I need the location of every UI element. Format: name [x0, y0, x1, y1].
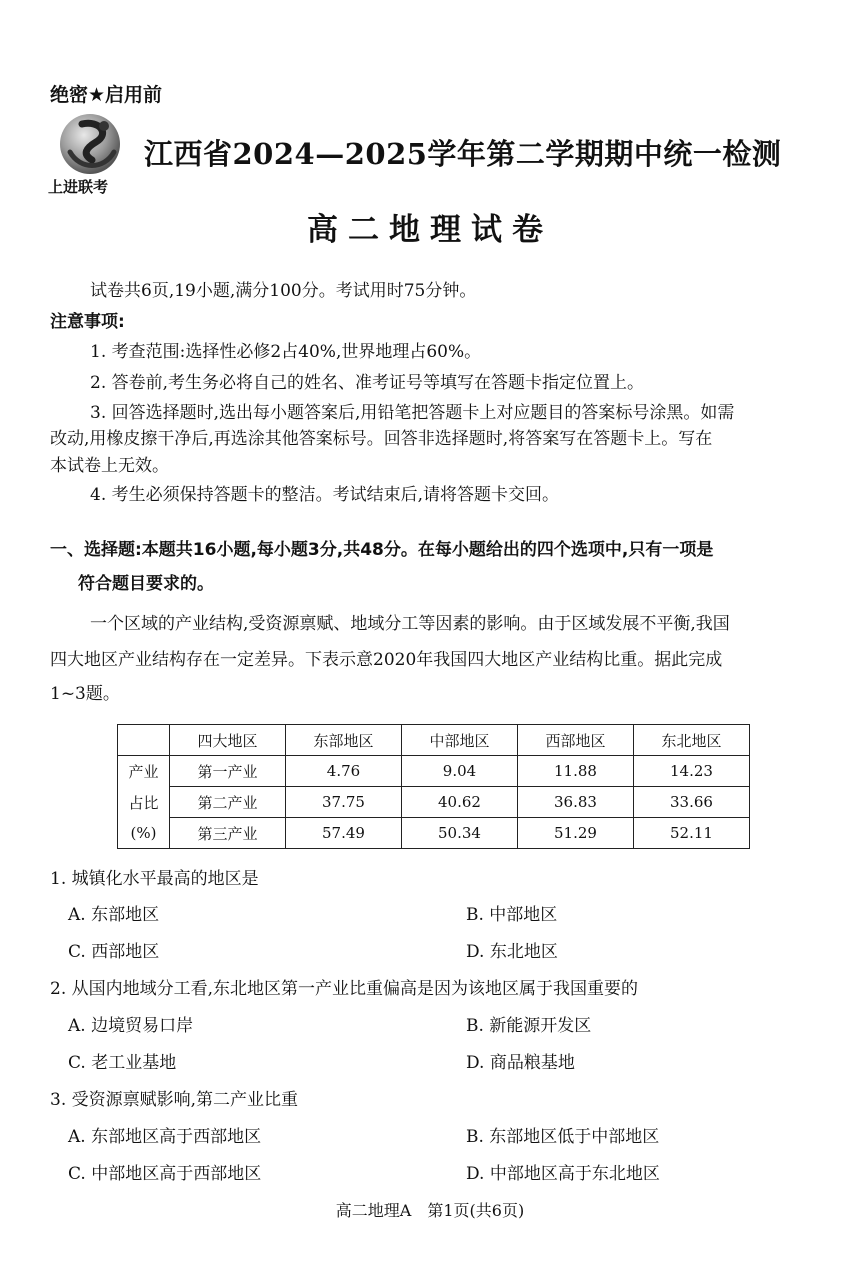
table-cell: 50.34 [402, 818, 518, 849]
table-region-header: 东北地区 [634, 725, 750, 756]
table-row [118, 818, 750, 849]
table-cell: 37.75 [286, 787, 402, 818]
table-corner-cell [118, 725, 170, 756]
question-stem-line: 1~3题。 [50, 684, 120, 704]
row-label: 第二产业 [170, 787, 286, 818]
table-cell: 36.83 [518, 787, 634, 818]
table-cell: 40.62 [402, 787, 518, 818]
question-3-option-d: D. 中部地区高于东北地区 [466, 1164, 660, 1184]
publisher-logo-text: 上进联考 [48, 178, 109, 196]
table-cell: 4.76 [286, 756, 402, 787]
table-cell: 57.49 [286, 818, 402, 849]
table-row [118, 756, 750, 787]
question-1-option-a: A. 东部地区 [68, 905, 160, 925]
table-cell: 9.04 [402, 756, 518, 787]
question-3-option-c: C. 中部地区高于西部地区 [68, 1164, 262, 1184]
question-2-stem: 2. 从国内地域分工看,东北地区第一产业比重偏高是因为该地区属于我国重要的 [50, 979, 639, 999]
section-heading-cont: 符合题目要求的。 [78, 574, 214, 594]
table-col-header: 四大地区 [170, 725, 286, 756]
row-label: 第一产业 [170, 756, 286, 787]
table-header-row [118, 725, 750, 756]
table-cell: 52.11 [634, 818, 750, 849]
table-cell: 11.88 [518, 756, 634, 787]
row-label: 第三产业 [170, 818, 286, 849]
note-item-1: 1. 考查范围:选择性必修2占40%,世界地理占60%。 [90, 342, 482, 362]
row-group-label: 占比 [118, 787, 170, 818]
question-2-option-b: B. 新能源开发区 [466, 1016, 592, 1036]
question-2-option-a: A. 边境贸易口岸 [68, 1016, 194, 1036]
note-item-3-cont2: 本试卷上无效。 [50, 456, 169, 476]
confidential-label: 绝密★启用前 [50, 84, 163, 106]
question-1-option-b: B. 中部地区 [466, 905, 558, 925]
exam-title: 江西省2024—2025学年第二学期期中统一检测 [144, 137, 782, 171]
industry-structure-table [117, 724, 750, 849]
note-item-4: 4. 考生必须保持答题卡的整洁。考试结束后,请将答题卡交回。 [90, 485, 560, 505]
table-row [118, 787, 750, 818]
section-heading: 一、选择题:本题共16小题,每小题3分,共48分。在每小题给出的四个选项中,只有一项是 [50, 540, 714, 560]
note-item-2: 2. 答卷前,考生务必将自己的姓名、准考证号等填写在答题卡指定位置上。 [90, 373, 645, 393]
table-cell: 33.66 [634, 787, 750, 818]
question-3-stem: 3. 受资源禀赋影响,第二产业比重 [50, 1090, 299, 1110]
question-3-option-b: B. 东部地区低于中部地区 [466, 1127, 660, 1147]
row-group-label: 产业 [118, 756, 170, 787]
subject-title: 高二地理试卷 [307, 212, 553, 248]
notes-heading: 注意事项: [50, 312, 125, 332]
question-2-option-d: D. 商品粮基地 [466, 1053, 575, 1073]
question-1-stem: 1. 城镇化水平最高的地区是 [50, 869, 259, 889]
table-region-header: 中部地区 [402, 725, 518, 756]
question-1-option-d: D. 东北地区 [466, 942, 558, 962]
table-region-header: 东部地区 [286, 725, 402, 756]
question-stem-line: 四大地区产业结构存在一定差异。下表示意2020年我国四大地区产业结构比重。据此完成 [50, 650, 723, 670]
intro-text: 试卷共6页,19小题,满分100分。考试用时75分钟。 [90, 281, 477, 301]
table-region-header: 西部地区 [518, 725, 634, 756]
row-group-label: (%) [118, 818, 170, 849]
note-item-3-cont: 改动,用橡皮擦干净后,再选涂其他答案标号。回答非选择题时,将答案写在答题卡上。写在 [50, 429, 713, 449]
page-footer: 高二地理A 第1页(共6页) [335, 1201, 525, 1220]
question-stem-line: 一个区域的产业结构,受资源禀赋、地域分工等因素的影响。由于区域发展不平衡,我国 [90, 614, 730, 634]
table-cell: 14.23 [634, 756, 750, 787]
table-cell: 51.29 [518, 818, 634, 849]
note-item-3: 3. 回答选择题时,选出每小题答案后,用铅笔把答题卡上对应题目的答案标号涂黑。如需 [90, 403, 735, 423]
question-1-option-c: C. 西部地区 [68, 942, 160, 962]
question-3-option-a: A. 东部地区高于西部地区 [68, 1127, 262, 1147]
question-2-option-c: C. 老工业基地 [68, 1053, 177, 1073]
